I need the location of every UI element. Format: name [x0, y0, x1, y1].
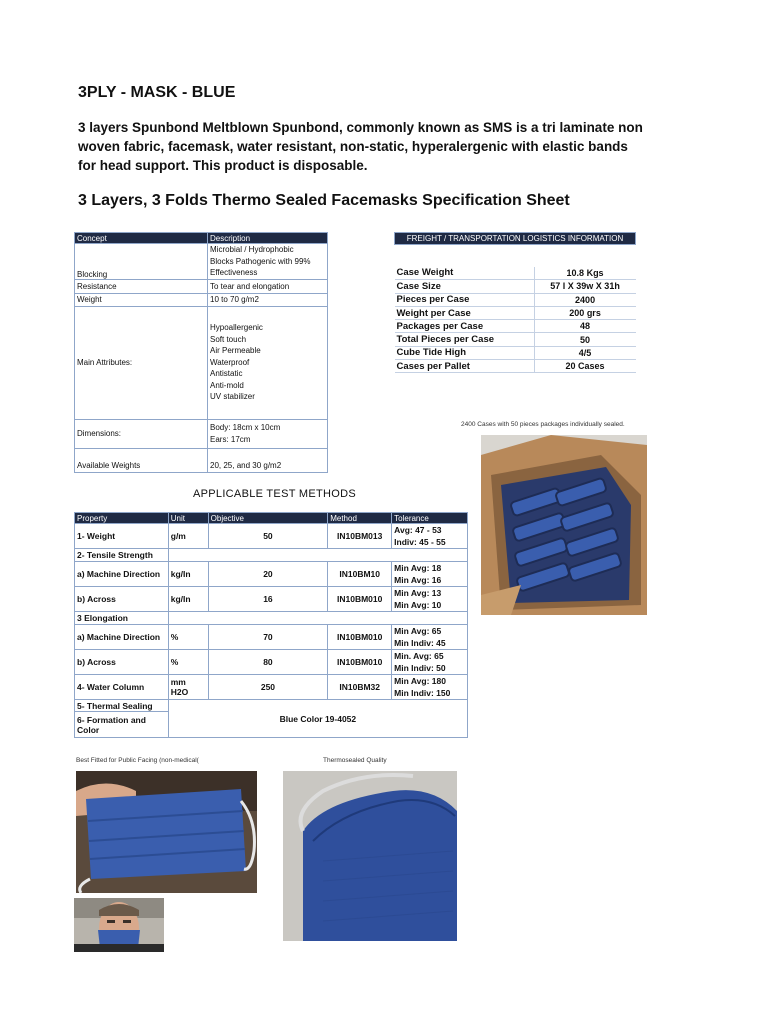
- freight-label: Cube Tide High: [395, 346, 535, 359]
- product-description: 3 layers Spunbond Meltblown Spunbond, commonly known as SMS is a tri laminate non woven fabric, facemask, water resistant, non-static, hyperalergenic with elastic bands for head support. This product is disposable.: [78, 120, 643, 173]
- test-header-method: Method: [328, 513, 392, 524]
- box-photo-image: [481, 435, 647, 615]
- spec-row-weight: [75, 293, 328, 306]
- formation-line: 6- Formation and: [77, 714, 146, 725]
- spec-desc-line: Effectiveness: [210, 268, 258, 277]
- test-objective: 20: [208, 562, 328, 587]
- spec-header-concept: Concept: [75, 233, 208, 244]
- spec-row-dimensions: [75, 419, 328, 448]
- freight-label: Case Weight: [395, 267, 535, 280]
- formation-line: Color: [77, 724, 100, 735]
- test-objective: 16: [208, 587, 328, 612]
- spec-desc-line: Blocks Pathogenic with 99%: [210, 256, 311, 266]
- test-method: IN10BM010: [328, 587, 392, 612]
- left-photo-caption: Best Fitted for Public Facing (non-medical(: [76, 757, 199, 764]
- test-color-value: Blue Color 19-4052: [168, 700, 467, 738]
- test-tolerance: [392, 562, 468, 587]
- freight-label: Case Size: [395, 280, 535, 293]
- test-property: b) Across: [75, 587, 169, 612]
- spec-desc: [208, 419, 328, 448]
- test-row-water-column: [75, 675, 468, 700]
- freight-row: [395, 280, 636, 293]
- spec-desc: [208, 244, 328, 280]
- test-objective: 70: [208, 625, 328, 650]
- test-method: IN10BM010: [328, 650, 392, 675]
- mask-in-hand-photo: [76, 771, 257, 893]
- freight-table: [394, 232, 636, 373]
- spec-desc-line: Waterproof: [210, 357, 250, 367]
- spec-row-blocking: [75, 244, 328, 280]
- test-section-empty: [168, 612, 467, 625]
- test-objective: 250: [208, 675, 328, 700]
- test-tolerance: [392, 625, 468, 650]
- test-methods-table: [74, 512, 468, 738]
- test-section-tensile: [75, 549, 468, 562]
- spec-table: [74, 232, 328, 473]
- mask-in-hand-image: [76, 771, 257, 893]
- test-header-property: Property: [75, 513, 169, 524]
- freight-value: 2400: [534, 293, 635, 306]
- test-property: [75, 712, 169, 738]
- test-header-tolerance: Tolerance: [392, 513, 468, 524]
- spec-desc-line: Microbial / Hydrophobic: [210, 245, 294, 254]
- test-objective: 80: [208, 650, 328, 675]
- spec-desc: 20, 25, and 30 g/m2: [208, 448, 328, 472]
- test-row-tensile-across: [75, 587, 468, 612]
- test-tolerance: [392, 524, 468, 549]
- tolerance-line: Indiv: 45 - 55: [394, 537, 446, 547]
- thermosealed-closeup-photo: [283, 771, 457, 941]
- test-property: a) Machine Direction: [75, 562, 169, 587]
- test-method: IN10BM10: [328, 562, 392, 587]
- tolerance-line: Min Avg: 180: [394, 676, 446, 686]
- spec-header-row: [75, 233, 328, 244]
- freight-value: 10.8 Kgs: [534, 267, 635, 280]
- freight-row: [395, 267, 636, 280]
- person-wearing-mask-photo: [74, 898, 164, 952]
- spec-desc-line: Soft touch: [210, 334, 247, 344]
- spec-desc-line: Antistatic: [210, 369, 243, 379]
- freight-label: Total Pieces per Case: [395, 333, 535, 346]
- spec-row-attributes: [75, 306, 328, 419]
- freight-value: 20 Cases: [534, 360, 635, 373]
- freight-row: [395, 346, 636, 359]
- test-section-label: 2- Tensile Strength: [75, 549, 169, 562]
- freight-value: 4/5: [534, 346, 635, 359]
- test-unit: g/m: [168, 524, 208, 549]
- person-wearing-mask-image: [74, 898, 164, 952]
- test-header-unit: Unit: [168, 513, 208, 524]
- freight-row: [395, 333, 636, 346]
- spec-desc-line: Body: 18cm x 10cm: [210, 423, 281, 432]
- freight-row: [395, 293, 636, 306]
- spec-desc-line: Ears: 17cm: [210, 434, 251, 444]
- spec-sheet-title: 3 Layers, 3 Folds Thermo Sealed Facemasks Specification Sheet: [78, 192, 570, 209]
- freight-label: Pieces per Case: [395, 293, 535, 306]
- test-row-elong-md: [75, 625, 468, 650]
- freight-spacer: [395, 245, 636, 267]
- box-photo-caption: 2400 Cases with 50 pieces packages individually sealed.: [461, 421, 625, 428]
- freight-label: Weight per Case: [395, 306, 535, 319]
- spec-row-resistance: [75, 279, 328, 293]
- spec-header-description: Description: [208, 233, 328, 244]
- spec-desc-line: Anti-mold: [210, 380, 244, 390]
- tolerance-line: Min Avg: 10: [394, 600, 442, 610]
- test-header-objective: Objective: [208, 513, 328, 524]
- spec-concept: Available Weights: [75, 448, 208, 472]
- test-section-label: 3 Elongation: [75, 612, 169, 625]
- test-unit: mm H2O: [168, 675, 208, 700]
- test-section-elongation: [75, 612, 468, 625]
- freight-row: [395, 320, 636, 333]
- tolerance-line: Min Indiv: 45: [394, 638, 446, 648]
- tolerance-line: Min Avg: 13: [394, 588, 442, 598]
- box-of-masks-photo: [481, 435, 647, 615]
- freight-header: FREIGHT / TRANSPORTATION LOGISTICS INFORMATION: [395, 233, 636, 245]
- test-unit: %: [168, 650, 208, 675]
- spec-concept: Weight: [75, 293, 208, 306]
- test-row-weight: [75, 524, 468, 549]
- spec-row-available-weights: [75, 448, 328, 472]
- test-property: 4- Water Column: [75, 675, 169, 700]
- test-row-thermal-sealing: [75, 700, 468, 712]
- test-method: IN10BM010: [328, 625, 392, 650]
- test-property: 5- Thermal Sealing: [75, 700, 169, 712]
- test-row-elong-across: [75, 650, 468, 675]
- test-method: IN10BM32: [328, 675, 392, 700]
- test-unit: kg/In: [168, 587, 208, 612]
- spec-desc: To tear and elongation: [208, 279, 328, 293]
- test-tolerance: [392, 587, 468, 612]
- freight-row: [395, 306, 636, 319]
- spec-concept: Blocking: [75, 244, 208, 280]
- freight-spacer-cell: [395, 245, 636, 267]
- tolerance-line: Min Avg: 16: [394, 575, 442, 585]
- spec-desc-line: Air Permeable: [210, 346, 261, 356]
- tolerance-line: Min Indiv: 50: [394, 663, 446, 673]
- tolerance-line: Avg: 47 - 53: [394, 525, 442, 535]
- thermosealed-closeup-image: [283, 771, 457, 941]
- freight-header-row: [395, 233, 636, 245]
- freight-value: 57 l X 39w X 31h: [534, 280, 635, 293]
- test-section-empty: [168, 549, 467, 562]
- page-title: 3PLY - MASK - BLUE: [78, 84, 236, 101]
- tolerance-line: Min Indiv: 150: [394, 688, 451, 698]
- freight-label: Cases per Pallet: [395, 360, 535, 373]
- test-header-row: [75, 513, 468, 524]
- test-method: IN10BM013: [328, 524, 392, 549]
- spec-concept: Main Attributes:: [75, 306, 208, 419]
- test-property: 1- Weight: [75, 524, 169, 549]
- test-tolerance: [392, 650, 468, 675]
- test-property: b) Across: [75, 650, 169, 675]
- test-row-tensile-md: [75, 562, 468, 587]
- freight-value: 50: [534, 333, 635, 346]
- freight-value: 48: [534, 320, 635, 333]
- spec-concept: Resistance: [75, 279, 208, 293]
- right-photo-caption: Thermosealed Quality: [323, 757, 387, 764]
- freight-row: [395, 360, 636, 373]
- test-tolerance: [392, 675, 468, 700]
- test-unit: kg/In: [168, 562, 208, 587]
- tolerance-line: Min. Avg: 65: [394, 651, 444, 661]
- tolerance-line: Min Avg: 65: [394, 626, 442, 636]
- freight-value: 200 grs: [534, 306, 635, 319]
- spec-desc-line: UV stabilizer: [210, 392, 255, 402]
- tolerance-line: Min Avg: 18: [394, 563, 442, 573]
- spec-desc: [208, 306, 328, 419]
- test-property: a) Machine Direction: [75, 625, 169, 650]
- test-methods-title: APPLICABLE TEST METHODS: [193, 488, 356, 500]
- spec-desc-line: Hypoallergenic: [210, 323, 263, 333]
- test-objective: 50: [208, 524, 328, 549]
- freight-label: Packages per Case: [395, 320, 535, 333]
- test-unit: %: [168, 625, 208, 650]
- spec-desc: 10 to 70 g/m2: [208, 293, 328, 306]
- spec-concept: Dimensions:: [75, 419, 208, 448]
